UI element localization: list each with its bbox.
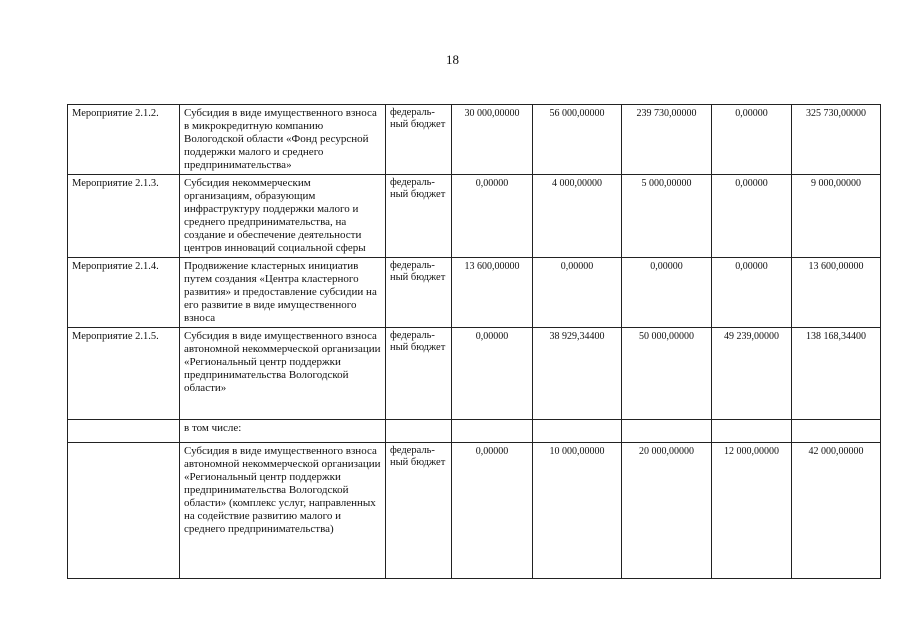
empty-cell	[68, 420, 180, 443]
empty-cell	[386, 420, 452, 443]
amount-cell: 0,00000	[452, 328, 533, 420]
table-row	[68, 105, 881, 175]
empty-cell	[622, 420, 712, 443]
including-label: в том числе:	[180, 420, 386, 443]
amount-cell: 239 730,00000	[622, 105, 712, 175]
amount-cell: 50 000,00000	[622, 328, 712, 420]
page-number: 18	[446, 52, 459, 67]
measure-name: Субсидия некоммерческим организациям, образующим инфраструктуру поддержки малого и среднего предпринимательства, на создание и обеспечение деятельности центров инноваций социальной сферы	[180, 175, 386, 258]
table-row	[68, 443, 881, 579]
measure-code: Мероприятие 2.1.4.	[68, 258, 180, 328]
measure-code: Мероприятие 2.1.2.	[68, 105, 180, 175]
table-row	[68, 328, 881, 420]
amount-cell: 5 000,00000	[622, 175, 712, 258]
empty-cell	[68, 443, 180, 579]
amount-cell: 13 600,00000	[792, 258, 881, 328]
amount-cell: 12 000,00000	[712, 443, 792, 579]
table-row	[68, 258, 881, 328]
amount-cell: 20 000,00000	[622, 443, 712, 579]
funding-source: федераль-ный бюджет	[386, 105, 452, 175]
amount-cell: 10 000,00000	[533, 443, 622, 579]
empty-cell	[533, 420, 622, 443]
measure-name: Субсидия в виде имущественного взноса в микрокредитную компанию Вологодской области «Фонд ресурсной поддержки малого и среднего предпринимательства»	[180, 105, 386, 175]
empty-cell	[712, 420, 792, 443]
amount-cell: 0,00000	[533, 258, 622, 328]
amount-cell: 49 239,00000	[712, 328, 792, 420]
amount-cell: 0,00000	[622, 258, 712, 328]
empty-cell	[792, 420, 881, 443]
amount-cell: 9 000,00000	[792, 175, 881, 258]
amount-cell: 30 000,00000	[452, 105, 533, 175]
empty-cell	[452, 420, 533, 443]
funding-source: федераль-ный бюджет	[386, 328, 452, 420]
amount-cell: 0,00000	[452, 175, 533, 258]
table-row	[68, 175, 881, 258]
measure-code: Мероприятие 2.1.5.	[68, 328, 180, 420]
amount-cell: 325 730,00000	[792, 105, 881, 175]
amount-cell: 0,00000	[712, 175, 792, 258]
amount-cell: 56 000,00000	[533, 105, 622, 175]
amount-cell: 0,00000	[452, 443, 533, 579]
measure-name: Субсидия в виде имущественного взноса автономной некоммерческой организации «Региональный центр поддержки предпринимательства Вологодской области»	[180, 328, 386, 420]
measure-name: Продвижение кластерных инициатив путем создания «Центра кластерного развития» и предоставление субсидии на его развитие в виде имущественного взноса	[180, 258, 386, 328]
measure-code: Мероприятие 2.1.3.	[68, 175, 180, 258]
funding-source: федераль-ный бюджет	[386, 443, 452, 579]
amount-cell: 0,00000	[712, 105, 792, 175]
funding-source: федераль-ный бюджет	[386, 175, 452, 258]
amount-cell: 38 929,34400	[533, 328, 622, 420]
budget-table	[67, 104, 881, 579]
measure-name: Субсидия в виде имущественного взноса автономной некоммерческой организации «Региональный центр поддержки предпринимательства Вологодской области» (комплекс услуг, направленных на содействие развитию малого и среднего предпринимательства)	[180, 443, 386, 579]
table-row	[68, 420, 881, 443]
amount-cell: 4 000,00000	[533, 175, 622, 258]
amount-cell: 0,00000	[712, 258, 792, 328]
funding-source: федераль-ный бюджет	[386, 258, 452, 328]
amount-cell: 42 000,00000	[792, 443, 881, 579]
amount-cell: 13 600,00000	[452, 258, 533, 328]
amount-cell: 138 168,34400	[792, 328, 881, 420]
